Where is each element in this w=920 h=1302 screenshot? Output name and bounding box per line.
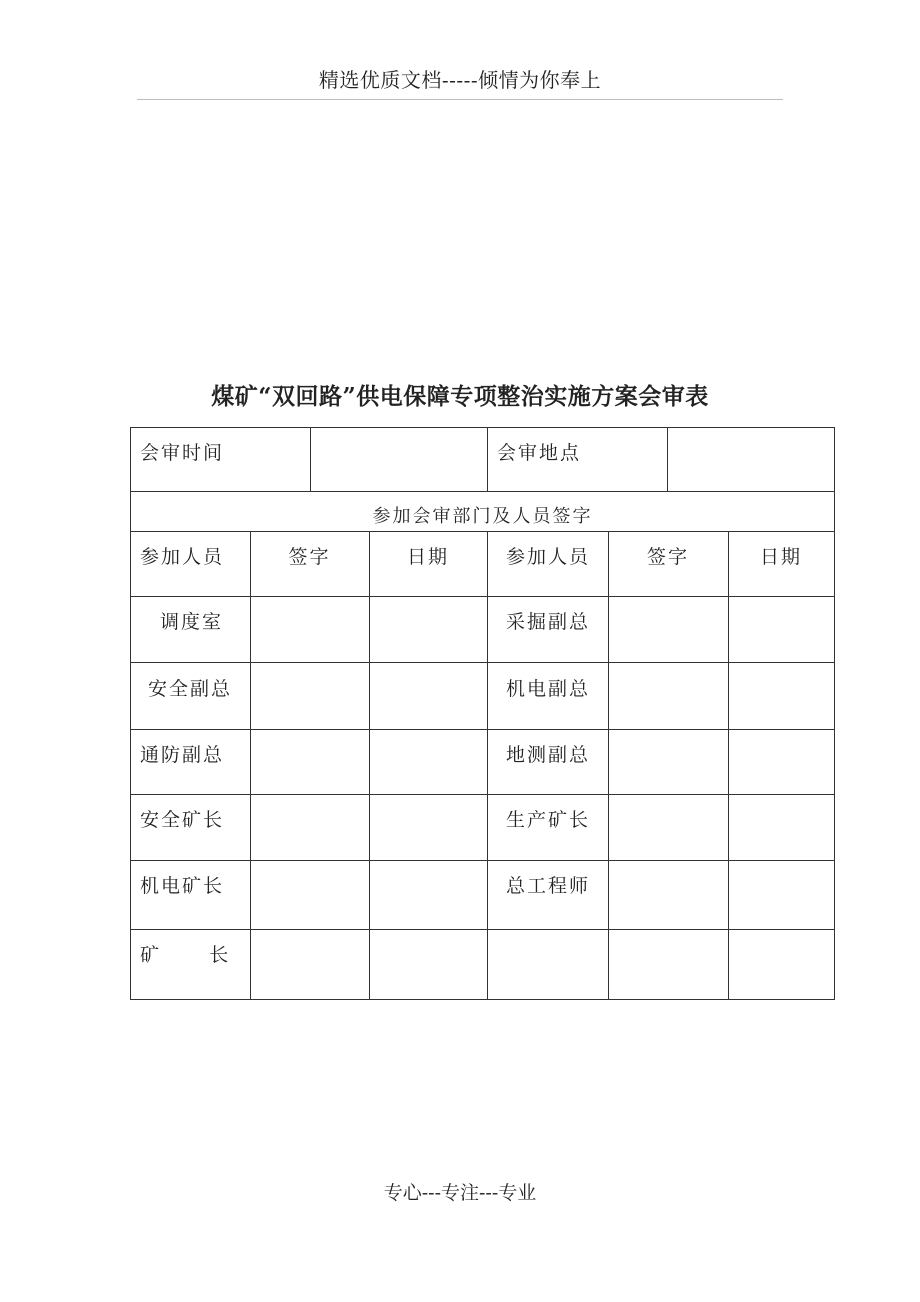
table-row-line [130,491,835,492]
column-header-date: 日期 [406,546,449,568]
table-col-line [728,531,729,1000]
section-heading: 参加会审部门及人员签字 [372,506,593,527]
column-header-signature: 签字 [646,546,689,568]
role-electromechanical-deputy-chief: 机电副总 [506,678,591,700]
meeting-place-label: 会审地点 [497,442,582,464]
role-chief-engineer: 总工程师 [506,875,591,897]
header-divider [137,99,783,100]
table-row-line [130,860,835,861]
column-header-date: 日期 [759,546,802,568]
role-electromechanical-mine-director: 机电矿长 [140,875,225,897]
table-row-line [130,794,835,795]
role-mine-director: 矿 长 [140,944,231,966]
role-ventilation-deputy-chief: 通防副总 [140,744,225,766]
role-safety-mine-director: 安全矿长 [140,809,225,831]
table-col-line [369,531,370,1000]
table-col-line [667,427,668,492]
role-safety-deputy-chief: 安全副总 [148,678,233,700]
role-production-mine-director: 生产矿长 [506,809,591,831]
table-col-line [487,427,488,492]
table-border-bottom [130,999,835,1000]
table-row-line [130,662,835,663]
role-dispatch-room: 调度室 [160,611,224,633]
page-footer: 专心---专注---专业 [383,1182,537,1204]
table-col-line [487,531,488,1000]
table-row-line [130,929,835,930]
meeting-time-label: 会审时间 [140,442,225,464]
column-header-participant: 参加人员 [140,546,225,568]
table-row-line [130,729,835,730]
table-border-top [130,427,835,428]
table-col-line [310,427,311,492]
table-row-line [130,596,835,597]
role-survey-deputy-chief: 地测副总 [506,744,591,766]
review-form-table [130,427,835,1000]
column-header-participant: 参加人员 [506,546,591,568]
document-title: 煤矿“双回路”供电保障专项整治实施方案会审表 [211,383,709,410]
table-col-line [250,531,251,1000]
role-mining-deputy-chief: 采掘副总 [506,611,591,633]
column-header-signature: 签字 [288,546,331,568]
table-col-line [608,531,609,1000]
table-row-line [130,531,835,532]
page-header: 精选优质文档-----倾情为你奉上 [318,68,602,92]
